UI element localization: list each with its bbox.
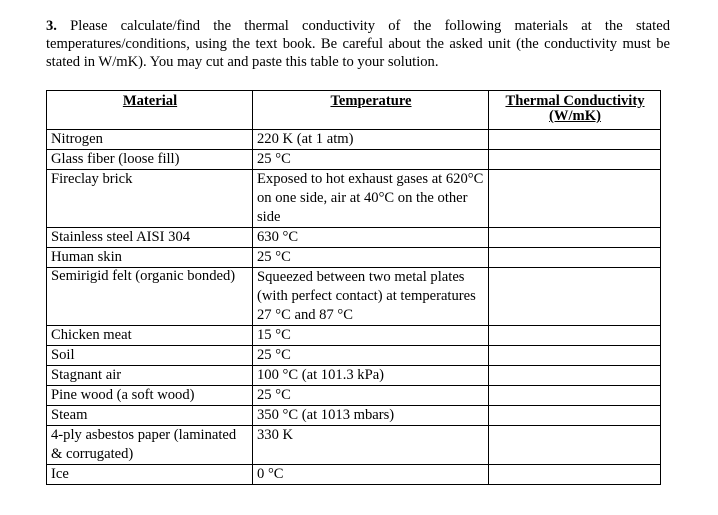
cell-conductivity[interactable] [489, 406, 661, 426]
cell-conductivity[interactable] [489, 465, 661, 485]
table-row [47, 248, 661, 268]
cell-material: Stagnant air [47, 366, 253, 386]
cell-material: Soil [47, 346, 253, 366]
table-row [47, 268, 661, 326]
cell-material: Semirigid felt (organic bonded) [47, 268, 253, 326]
table-row [47, 386, 661, 406]
cell-temperature: 100 °C (at 101.3 kPa) [253, 366, 489, 386]
table-row [47, 326, 661, 346]
cell-material: Steam [47, 406, 253, 426]
question-text: Please calculate/find the thermal conductivity of the following materials at the stated temperatures/conditions, using the text book. Be careful about the asked unit (the conductivity must be stated in W/mK). You may cut and paste this table to your solution. [46, 18, 670, 70]
cell-conductivity[interactable] [489, 228, 661, 248]
table-row [47, 130, 661, 150]
cell-temperature: 25 °C [253, 346, 489, 366]
cell-material: Pine wood (a soft wood) [47, 386, 253, 406]
cell-conductivity[interactable] [489, 170, 661, 228]
table-row [47, 346, 661, 366]
header-material-label: Material [122, 93, 178, 109]
cell-conductivity[interactable] [489, 268, 661, 326]
question-prompt [46, 17, 670, 71]
table-row [47, 426, 661, 465]
cell-material: Human skin [47, 248, 253, 268]
cell-temperature: 0 °C [253, 465, 489, 485]
header-conductivity-unit: (W/mK) [549, 108, 601, 124]
cell-temperature: Exposed to hot exhaust gases at 620°C on one side, air at 40°C on the other side [253, 170, 489, 228]
cell-temperature: 220 K (at 1 atm) [253, 130, 489, 150]
table-row [47, 170, 661, 228]
materials-table [46, 90, 661, 485]
cell-material: Nitrogen [47, 130, 253, 150]
cell-temperature: 350 °C (at 1013 mbars) [253, 406, 489, 426]
cell-conductivity[interactable] [489, 346, 661, 366]
table-row [47, 366, 661, 386]
cell-conductivity[interactable] [489, 248, 661, 268]
question-number: 3. [46, 18, 57, 34]
cell-temperature: 15 °C [253, 326, 489, 346]
cell-temperature: 25 °C [253, 248, 489, 268]
cell-conductivity[interactable] [489, 386, 661, 406]
cell-temperature: 25 °C [253, 386, 489, 406]
header-conductivity [489, 91, 661, 130]
table-row [47, 406, 661, 426]
cell-material: Glass fiber (loose fill) [47, 150, 253, 170]
cell-material: Chicken meat [47, 326, 253, 346]
cell-conductivity[interactable] [489, 326, 661, 346]
cell-material: Fireclay brick [47, 170, 253, 228]
table-row [47, 465, 661, 485]
cell-material: Stainless steel AISI 304 [47, 228, 253, 248]
header-temperature-label: Temperature [330, 93, 412, 109]
cell-conductivity[interactable] [489, 366, 661, 386]
cell-temperature: 25 °C [253, 150, 489, 170]
header-row [47, 91, 661, 130]
table-row [47, 150, 661, 170]
cell-material: 4-ply asbestos paper (laminated & corrugated) [47, 426, 253, 465]
header-conductivity-label: Thermal Conductivity [505, 93, 645, 109]
table-row [47, 228, 661, 248]
header-material [47, 91, 253, 130]
cell-conductivity[interactable] [489, 130, 661, 150]
header-temperature [253, 91, 489, 130]
cell-temperature: 630 °C [253, 228, 489, 248]
cell-conductivity[interactable] [489, 426, 661, 465]
cell-conductivity[interactable] [489, 150, 661, 170]
cell-temperature: Squeezed between two metal plates (with perfect contact) at temperatures 27 °C and 87 °C [253, 268, 489, 326]
cell-material: Ice [47, 465, 253, 485]
cell-temperature: 330 K [253, 426, 489, 465]
